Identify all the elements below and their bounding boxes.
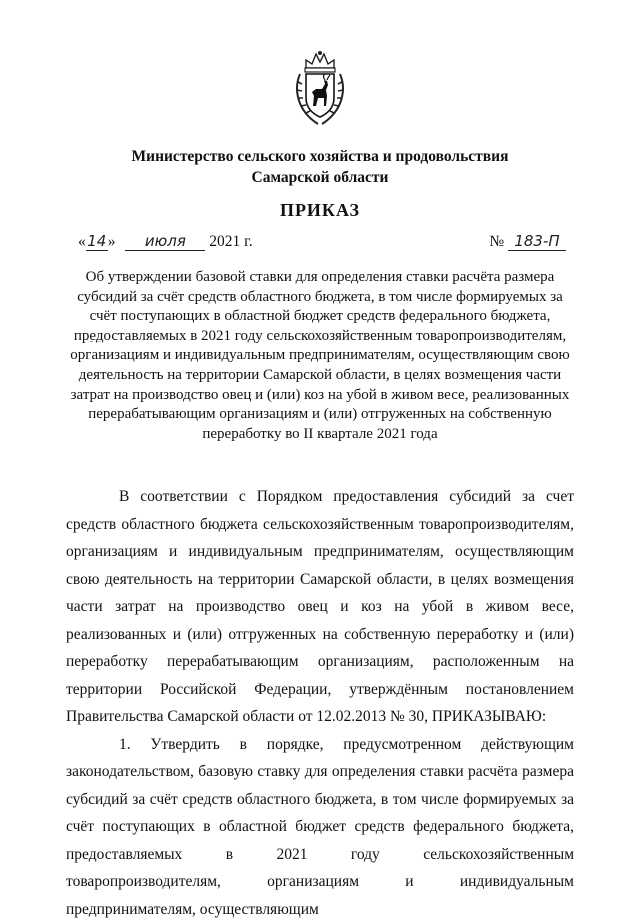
order-number-handwritten: 183-П xyxy=(508,232,566,251)
date-year: 2021 г. xyxy=(209,233,252,250)
ministry-name-line2: Самарской области xyxy=(0,167,640,188)
order-number xyxy=(489,232,566,251)
item-1-paragraph: 1. Утвердить в порядке, предусмотренном действующим законодательством, базовую ставку для определения ставки расчёта размера субсидий за счёт средств областного бюджета, в том числе формируемых за счёт поступающих в областной бюджет средств федерального бюджета, предоставляемых в 2021 году сельскохозяйственным товаропроизводителям, организациям и индивидуальным предпринимателям, осуществляющим xyxy=(66,731,574,923)
number-sign: № xyxy=(489,233,504,250)
date-day-handwritten: 14 xyxy=(86,232,108,251)
order-subject: Об утверждении базовой ставки для определения ставки расчёта размера субсидий за счёт средств областного бюджета, в том числе формируемых за счёт поступающих в областной бюджет средств федерального бюджета, предоставляемых в 2021 году сельскохозяйственным товаропроизводителям, организациям и индивидуальным предпринимателям, осуществляющим свою деятельность на территории Самарской области, в целях возмещения части затрат на производство овец и (или) коз на убой в живом весе, реализованных перерабатывающим организациям и (или) отгруженных на собственную переработку во II квартале 2021 года xyxy=(70,268,570,444)
date-open-quote: « xyxy=(78,233,86,250)
samara-coat-of-arms-icon xyxy=(292,48,348,128)
order-date xyxy=(78,232,253,251)
preamble-paragraph: В соответствии с Порядком предоставления субсидий за счет средств областного бюджета сельскохозяйственным товаропроизводителям, организациям и индивидуальным предпринимателям, осуществляющим свою деятельность на территории Самарской области, в целях возмещения части затрат на производство овец и коз на убой в живом весе, реализованных и (или) отгруженных на собственную переработку и (или) переработку перерабатывающим организациям, расположенным на территории Российской Федерации, утверждённым постановлением Правительства Самарской области от 12.02.2013 № 30, ПРИКАЗЫВАЮ: xyxy=(66,483,574,731)
date-month-handwritten: июля xyxy=(125,232,205,251)
date-close-quote: » xyxy=(108,233,116,250)
order-body xyxy=(66,483,574,923)
ministry-name-line1: Министерство сельского хозяйства и продовольствия xyxy=(0,146,640,167)
document-type-title: ПРИКАЗ xyxy=(0,200,640,221)
ministry-name xyxy=(0,146,640,188)
